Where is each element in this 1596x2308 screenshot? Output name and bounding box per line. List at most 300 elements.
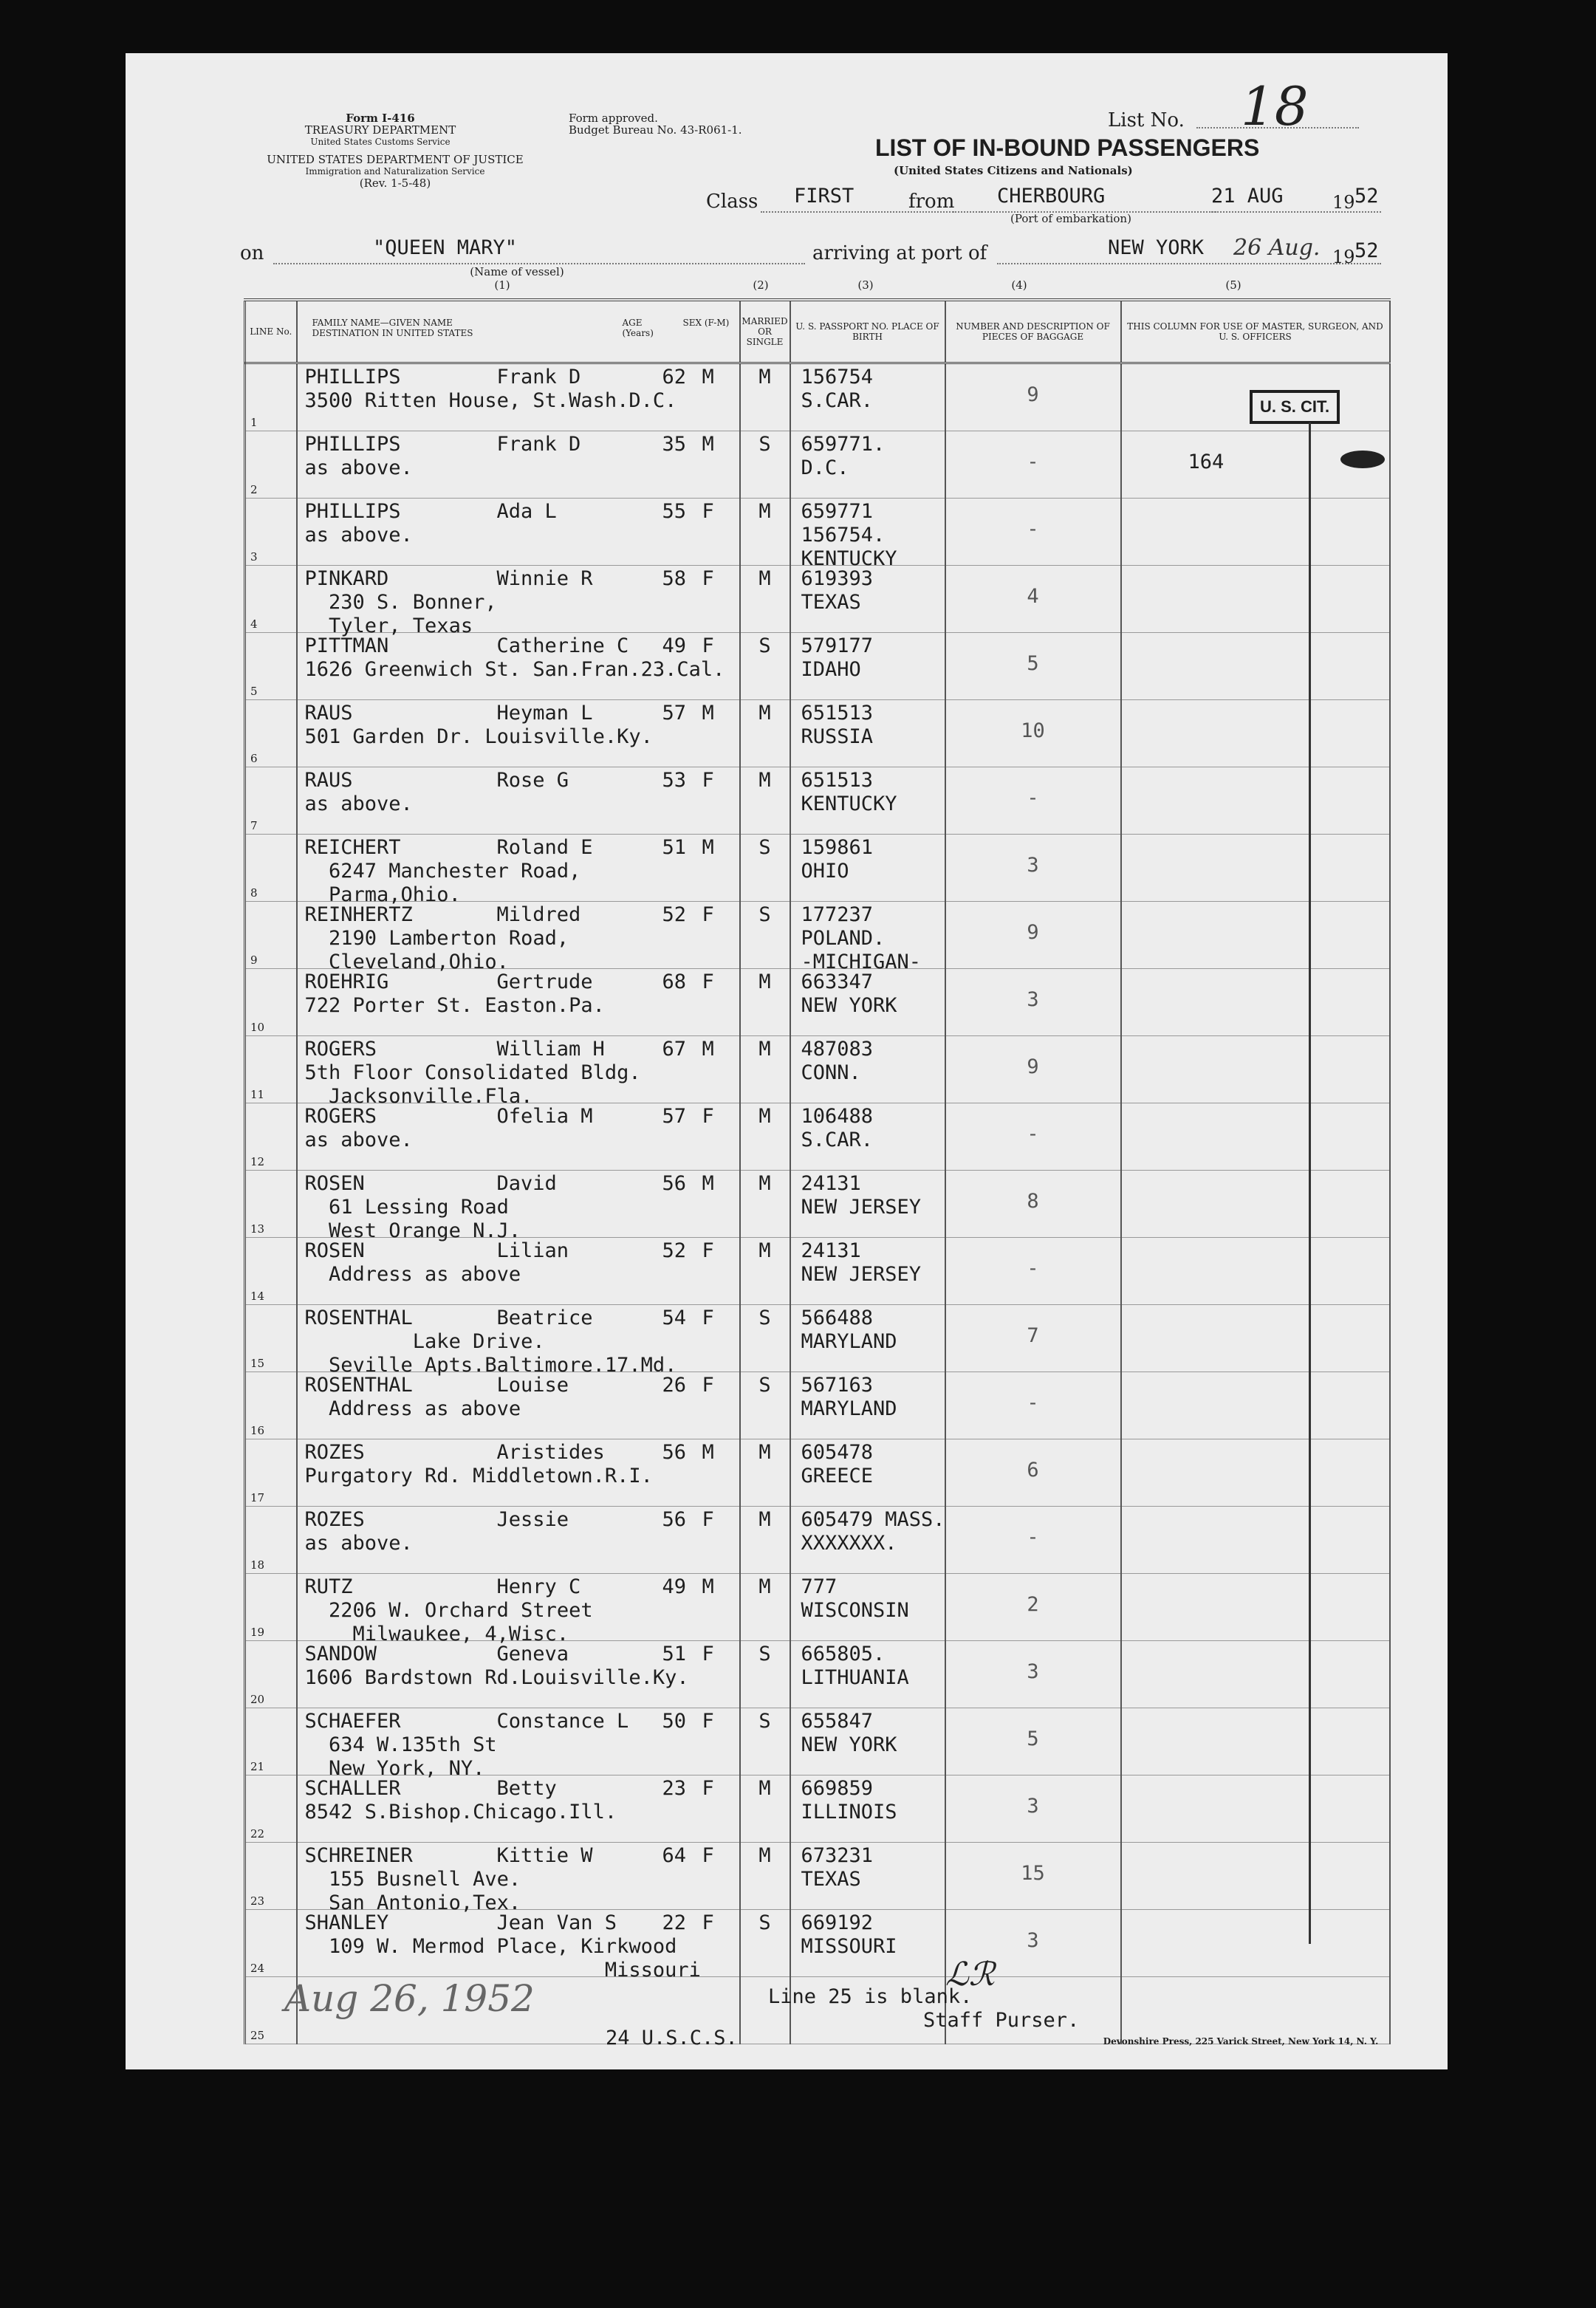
customs-service: United States Customs Service [310,137,451,147]
family-name: SCHAEFER [304,1710,401,1733]
depart-date-line [1211,211,1381,213]
table-row [245,566,1390,633]
passport-number: 159861 [801,836,874,859]
baggage-count: 6 [1027,1459,1039,1482]
line-number: 10 [250,1021,265,1034]
table-row [245,633,1390,700]
marital-cell [740,1507,790,1574]
baggage-count: - [1027,1123,1039,1146]
passport-number: 619393 [801,567,874,590]
line-number: 6 [250,752,258,765]
marital-status: M [758,1844,771,1867]
sex: F [702,1844,714,1867]
arrival-line [997,263,1381,264]
sex: M [702,433,714,456]
sex: F [702,1374,714,1397]
marital-status: S [758,903,771,926]
passport-number: 177237 [801,903,874,926]
marital-status: M [758,769,771,792]
marital-cell [740,1574,790,1641]
place-of-birth: TEXAS [801,1868,861,1891]
line-cell [245,1171,297,1238]
passport-cell [790,363,945,431]
line-cell [245,767,297,835]
manifest-page [126,53,1448,2069]
given-name: David [496,1172,557,1195]
destination-address: 61 Lessing Road West Orange N.J. [329,1196,521,1242]
baggage-cell [945,700,1121,767]
passport-cell [790,1775,945,1843]
header-age-label: AGE (Years) [622,318,654,338]
marital-cell [740,1708,790,1775]
passport-number: 651513 [801,769,874,792]
baggage-cell [945,1103,1121,1171]
line-number: 4 [250,617,258,631]
name-cell [297,1775,740,1843]
passport-number: 24131 [801,1172,861,1195]
name-cell [297,499,740,566]
age: 56 [662,1172,687,1195]
baggage-count: 10 [1021,719,1045,742]
given-name: Louise [496,1374,569,1397]
passport-cell [790,1372,945,1439]
destination-address: 634 W.135th St New York, NY. [329,1733,497,1780]
given-name: Frank D [496,366,581,388]
destination-address: as above. [304,1129,413,1151]
destination-address: Lake Drive. Seville Apts.Baltimore.17.Md. [329,1330,677,1377]
baggage-count: 5 [1027,1727,1039,1750]
passport-cell [790,1507,945,1574]
sex: M [702,836,714,859]
line-cell [245,363,297,431]
marital-status: M [758,567,771,590]
place-of-birth: CONN. [801,1061,861,1084]
given-name: Aristides [496,1441,605,1464]
baggage-cell [945,431,1121,499]
marital-cell [740,566,790,633]
destination-address: 5th Floor Consolidated Bldg. Jacksonville.Fla. [304,1061,641,1108]
passport-number: 669859 [801,1777,874,1800]
passport-cell [790,633,945,700]
given-name: Beatrice [496,1307,593,1329]
list-number: 18 [1241,75,1309,137]
family-name: RUTZ [304,1575,353,1598]
line-cell [245,902,297,969]
budget-bureau: Budget Bureau No. 43-R061-1. [569,123,742,137]
baggage-cell [945,1305,1121,1372]
ink-blot-mark [1340,451,1385,468]
place-of-birth: MARYLAND [801,1397,897,1420]
age: 56 [662,1441,687,1464]
treasury-department: TREASURY DEPARTMENT [304,123,456,137]
line-cell [245,566,297,633]
name-cell [297,700,740,767]
arrival-port: NEW YORK [1108,236,1205,259]
header-sex-label: SEX (F-M) [682,318,730,328]
age: 52 [662,903,687,926]
marital-status: M [758,1105,771,1128]
arrival-year-prefix: 19 [1332,247,1355,267]
arriving-label: arriving at port of [812,242,987,264]
passport-cell [790,1910,945,1977]
officer-cell [1121,1708,1390,1775]
passport-number: 106488 [801,1105,874,1128]
baggage-cell [945,1439,1121,1507]
us-citizen-stamp: U. S. CIT. [1250,390,1340,424]
marital-status: M [758,1441,771,1464]
passport-cell [790,1708,945,1775]
given-name: Geneva [496,1643,569,1665]
baggage-count: - [1027,1257,1039,1280]
family-name: ROGERS [304,1105,377,1128]
departure-date: 21 AUG [1211,185,1284,208]
line-number: 15 [250,1357,265,1370]
officer-cell [1121,633,1390,700]
family-name: SCHALLER [304,1777,401,1800]
from-label: from [908,191,955,213]
destination-address: 8542 S.Bishop.Chicago.Ill. [304,1801,617,1824]
passport-cell [790,1843,945,1910]
officer-cell [1121,566,1390,633]
baggage-cell [945,1574,1121,1641]
officer-note: 164 [1188,451,1225,473]
name-cell [297,1574,740,1646]
marital-status: S [758,836,771,859]
passport-number: 651513 [801,702,874,725]
marital-cell [740,1910,790,1977]
passport-number: 605478 [801,1441,874,1464]
baggage-cell [945,767,1121,835]
passport-cell [790,1171,945,1238]
age: 51 [662,836,687,859]
line-number: 21 [250,1760,265,1773]
baggage-count: 2 [1027,1593,1039,1616]
destination-address: as above. [304,1532,413,1555]
name-cell [297,1708,740,1780]
name-cell [297,1641,740,1708]
form-approved: Form approved. [569,112,658,125]
passport-number: 665805. [801,1643,886,1665]
class-label: Class [706,191,758,213]
table-row [245,1507,1390,1574]
age: 64 [662,1844,687,1867]
marital-status: M [758,1777,771,1800]
family-name: REINHERTZ [304,903,413,926]
age: 51 [662,1643,687,1665]
age: 58 [662,567,687,590]
line-cell [245,1238,297,1305]
officer-cell [1121,1171,1390,1238]
marital-cell [740,1103,790,1171]
age: 57 [662,1105,687,1128]
table-row [245,431,1390,499]
place-of-birth: WISCONSIN [801,1599,909,1622]
given-name: Frank D [496,433,581,456]
officer-cell [1121,969,1390,1036]
baggage-cell [945,566,1121,633]
marital-status: S [758,1911,771,1934]
officer-cell [1121,499,1390,566]
officer-cell [1121,1843,1390,1910]
col-num-4: (4) [1011,278,1027,292]
marital-status: M [758,1239,771,1262]
arrival-year: 52 [1354,239,1379,262]
family-name: ROGERS [304,1038,377,1061]
ins-label: Immigration and Naturalization Service [305,166,485,177]
passenger-count: 24 U.S.C.S. [606,2027,738,2050]
age: 49 [662,1575,687,1598]
destination-address: Address as above [304,1397,521,1420]
destination-address: Purgatory Rd. Middletown.R.I. [304,1465,653,1487]
sex: F [702,970,714,993]
sex: F [702,500,714,523]
table-row [245,499,1390,566]
line-cell [245,1708,297,1775]
given-name: Winnie R [496,567,593,590]
place-of-birth: MISSOURI [801,1935,897,1958]
line-cell [245,1843,297,1910]
department-of-justice: UNITED STATES DEPARTMENT OF JUSTICE [267,153,524,166]
destination-address: 1626 Greenwich St. San.Fran.23.Cal. [304,658,725,681]
baggage-cell [945,1036,1121,1103]
given-name: Jean Van S [496,1911,617,1934]
table-row [245,969,1390,1036]
marital-status: M [758,970,771,993]
col-num-2: (2) [753,278,769,292]
marital-status: S [758,1643,771,1665]
place-of-birth: TEXAS [801,591,861,614]
marital-status: S [758,1307,771,1329]
officer-cell [1121,1238,1390,1305]
given-name: Jessie [496,1508,569,1531]
line-number: 7 [250,819,258,832]
officer-cell [1121,1305,1390,1372]
sex: F [702,769,714,792]
baggage-cell [945,1775,1121,1843]
family-name: RAUS [304,769,353,792]
baggage-count: 5 [1027,652,1039,675]
table-row [245,1910,1390,1977]
marital-cell [740,1641,790,1708]
marital-status: M [758,702,771,725]
sex: F [702,1777,714,1800]
officer-cell [1121,700,1390,767]
name-cell [297,1103,740,1171]
line-cell [245,633,297,700]
printer-imprint: Devonshire Press, 225 Varick Street, New York 14, N. Y. [1103,2036,1379,2047]
family-name: ROEHRIG [304,970,389,993]
header-line-no: LINE No. [245,300,297,363]
name-cell [297,1507,740,1574]
col-num-1: (1) [494,278,510,292]
line-number: 11 [250,1088,265,1101]
name-cell [297,633,740,700]
destination-address: 6247 Manchester Road, Parma,Ohio. [329,860,581,906]
marital-cell [740,1372,790,1439]
table-row [245,1372,1390,1439]
table-row [245,902,1390,969]
family-name: PHILLIPS [304,366,401,388]
place-of-birth: NEW YORK [801,994,897,1017]
baggage-cell [945,633,1121,700]
line-cell [245,700,297,767]
given-name: Catherine C [496,634,629,657]
marital-cell [740,499,790,566]
marital-status: M [758,500,771,523]
baggage-cell [945,1171,1121,1238]
table-row [245,1305,1390,1372]
family-name: SCHREINER [304,1844,413,1867]
table-row [245,835,1390,902]
age: 23 [662,1777,687,1800]
place-of-birth: KENTUCKY [801,792,897,815]
marital-status: M [758,1575,771,1598]
age: 55 [662,500,687,523]
name-cell [297,363,740,431]
line-number: 5 [250,685,258,698]
baggage-cell [945,1372,1121,1439]
table-row [245,1103,1390,1171]
sex: F [702,1105,714,1128]
age: 22 [662,1911,687,1934]
passenger-table [244,298,1391,2044]
name-cell [297,1305,740,1377]
list-no-label: List No. [1108,109,1185,131]
name-cell [297,1171,740,1242]
header-married: MARRIED OR SINGLE [740,300,790,363]
baggage-count: 4 [1027,585,1039,608]
given-name: Kittie W [496,1844,593,1867]
age: 53 [662,769,687,792]
marital-cell [740,1775,790,1843]
line-number: 24 [250,1962,265,1975]
given-name: Ofelia M [496,1105,593,1128]
baggage-count: 9 [1027,1055,1039,1078]
officer-cell [1121,902,1390,969]
destination-address: 2206 W. Orchard Street Milwaukee, 4,Wisc. [329,1599,593,1646]
list-title: LIST OF IN-BOUND PASSENGERS [875,134,1260,161]
family-name: ROSEN [304,1239,365,1262]
line-number: 3 [250,550,258,564]
destination-address: as above. [304,456,413,479]
baggage-cell [945,1641,1121,1708]
passport-cell [790,431,945,499]
line-25-note: Line 25 is blank. [768,1985,973,2008]
family-name: RAUS [304,702,353,725]
purser-signature: ℒℛ [945,1956,995,1993]
officer-cell [1121,1372,1390,1439]
sex: F [702,1710,714,1733]
marital-status: S [758,1710,771,1733]
depart-year: 52 [1354,185,1379,208]
family-name: PITTMAN [304,634,389,657]
destination-address: as above. [304,792,413,815]
on-label: on [240,242,264,264]
handwritten-date: Aug 26, 1952 [284,1977,535,2020]
passport-cell [790,902,945,973]
passport-number: 655847 [801,1710,874,1733]
table-row [245,1641,1390,1708]
place-of-birth: S.CAR. [801,389,874,412]
table-row [245,1708,1390,1775]
line-cell [245,1641,297,1708]
passport-cell [790,700,945,767]
place-of-birth: NEW JERSEY [801,1263,922,1286]
sex: F [702,1643,714,1665]
port-embarkation: CHERBOURG [997,185,1106,208]
name-cell [297,431,740,499]
baggage-cell [945,1238,1121,1305]
header-name [297,300,740,363]
family-name: PINKARD [304,567,389,590]
officer-cell [1121,1775,1390,1843]
baggage-count: - [1027,1526,1039,1549]
name-cell [297,767,740,835]
baggage-cell [945,499,1121,566]
table-row [245,1843,1390,1910]
table-row [245,1238,1390,1305]
marital-cell [740,633,790,700]
baggage-count: 9 [1027,921,1039,944]
given-name: Roland E [496,836,593,859]
name-cell [297,566,740,637]
given-name: Rose G [496,769,569,792]
place-of-birth: 156754. KENTUCKY [801,524,897,570]
table-row [245,1171,1390,1238]
baggage-count: 3 [1027,854,1039,877]
destination-address: 230 S. Bonner, Tyler, Texas [329,591,497,637]
marital-cell [740,1305,790,1372]
header-row [245,300,1390,363]
passport-cell [790,835,945,902]
table-row [245,1439,1390,1507]
sex: M [702,1441,714,1464]
baggage-cell [945,1708,1121,1775]
line-number: 23 [250,1894,265,1908]
family-name: REICHERT [304,836,401,859]
given-name: Constance L [496,1710,629,1733]
class-value: FIRST [794,185,854,208]
age: 54 [662,1307,687,1329]
officer-cell [1121,1103,1390,1171]
baggage-cell [945,969,1121,1036]
passport-cell [790,1305,945,1372]
marital-cell [740,969,790,1036]
form-revision: (Rev. 1-5-48) [359,177,431,190]
line-number: 17 [250,1491,265,1504]
age: 56 [662,1508,687,1531]
line-number: 18 [250,1558,265,1572]
marital-status: M [758,366,771,388]
age: 57 [662,702,687,725]
marital-status: S [758,634,771,657]
name-cell [297,1036,740,1108]
age: 35 [662,433,687,456]
vessel-line [273,263,805,264]
given-name: Lilian [496,1239,569,1262]
age: 50 [662,1710,687,1733]
marital-cell [740,1439,790,1507]
line-number: 12 [250,1155,265,1168]
col-num-5: (5) [1225,278,1241,292]
col-num-3: (3) [857,278,874,292]
officer-cell [1121,1641,1390,1708]
family-name: PHILLIPS [304,433,401,456]
line-cell [245,1372,297,1439]
passport-cell [790,1574,945,1641]
line-number: 9 [250,953,258,967]
officer-cell [1121,767,1390,835]
